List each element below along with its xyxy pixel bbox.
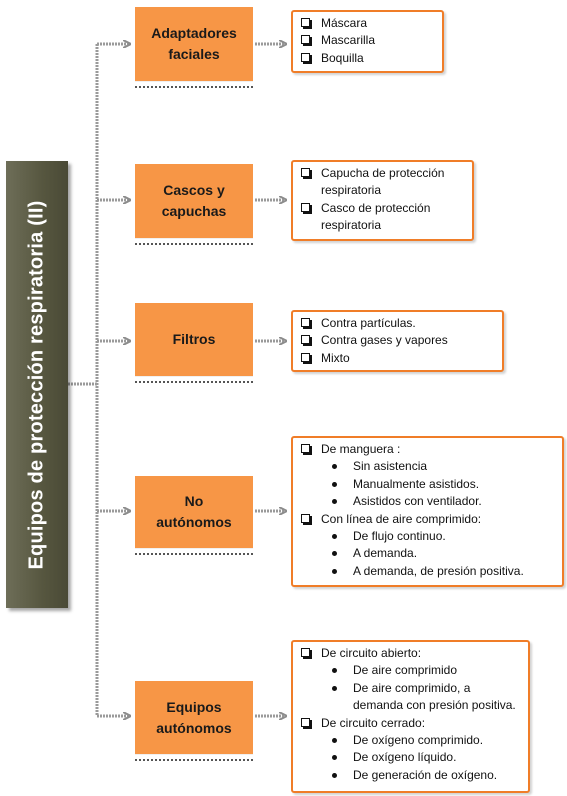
sub-list-item: De generación de oxígeno. xyxy=(301,767,522,784)
sub-list-item: A demanda, de presión positiva. xyxy=(301,563,556,580)
detail-equipos-autonomos xyxy=(291,640,530,793)
list-item: Casco de protección respiratoria xyxy=(301,200,466,235)
checkbox-bullet-icon xyxy=(301,18,310,27)
checkbox-bullet-icon xyxy=(301,718,310,727)
sub-list-item: Asistidos con ventilador. xyxy=(301,493,556,510)
category-no-autonomos xyxy=(135,476,253,548)
sub-list-item: De oxígeno líquido. xyxy=(301,749,522,766)
bullet-dot-icon xyxy=(332,668,337,673)
checkbox-bullet-icon xyxy=(301,335,310,344)
checkbox-bullet-icon xyxy=(301,53,310,62)
sub-list-item: De aire comprimido, a demanda con presión positiva. xyxy=(301,680,522,715)
bullet-dot-icon xyxy=(332,551,337,556)
checkbox-bullet-icon xyxy=(301,168,310,177)
checkbox-bullet-icon xyxy=(301,318,310,327)
detail-filtros xyxy=(291,310,504,372)
bullet-dot-icon xyxy=(332,755,337,760)
list-item: Mixto xyxy=(301,350,496,367)
category-label: No autónomos xyxy=(156,493,232,530)
list-item: Contra partículas. xyxy=(301,315,496,332)
sub-list-item: A demanda. xyxy=(301,545,556,562)
category-equipos-autonomos xyxy=(135,681,253,754)
category-label: Filtros xyxy=(172,331,216,347)
list-item: De circuito abierto: xyxy=(301,645,522,662)
list-item: Boquilla xyxy=(301,50,436,67)
sub-list-item: Manualmente asistidos. xyxy=(301,476,556,493)
root-node xyxy=(6,161,68,608)
list-item: De circuito cerrado: xyxy=(301,715,522,732)
checkbox-bullet-icon xyxy=(301,648,310,657)
list-item: De manguera : xyxy=(301,441,556,458)
sub-list-item: De oxígeno comprimido. xyxy=(301,732,522,749)
checkbox-bullet-icon xyxy=(301,353,310,362)
checkbox-bullet-icon xyxy=(301,514,310,523)
checkbox-bullet-icon xyxy=(301,203,310,212)
detail-cascos-y-capuchas xyxy=(291,160,474,241)
bullet-dot-icon xyxy=(332,738,337,743)
list-item: Máscara xyxy=(301,15,436,32)
bullet-dot-icon xyxy=(332,499,337,504)
list-item: Capucha de protección respiratoria xyxy=(301,165,466,200)
detail-adaptadores-faciales xyxy=(291,10,444,73)
category-label: Equipos autónomos xyxy=(156,698,232,736)
list-item: Contra gases y vapores xyxy=(301,332,496,349)
sub-list-item: De aire comprimido xyxy=(301,662,522,679)
category-label: Cascos y capuchas xyxy=(161,182,227,219)
bullet-dot-icon xyxy=(332,534,337,539)
sub-list-item: Sin asistencia xyxy=(301,458,556,475)
bullet-dot-icon xyxy=(332,482,337,487)
bullet-dot-icon xyxy=(332,773,337,778)
list-item: Con línea de aire comprimido: xyxy=(301,511,556,528)
bullet-dot-icon xyxy=(332,464,337,469)
detail-no-autonomos xyxy=(291,436,564,587)
category-adaptadores-faciales xyxy=(135,7,253,81)
category-cascos-y-capuchas xyxy=(135,164,253,238)
checkbox-bullet-icon xyxy=(301,444,310,453)
bullet-dot-icon xyxy=(332,569,337,574)
sub-list-item: De flujo continuo. xyxy=(301,528,556,545)
category-label: Adaptadores faciales xyxy=(151,25,237,62)
checkbox-bullet-icon xyxy=(301,35,310,44)
root-title: Equipos de protección respiratoria (II) xyxy=(25,200,48,569)
list-item: Mascarilla xyxy=(301,32,436,49)
category-filtros xyxy=(135,303,253,376)
bullet-dot-icon xyxy=(332,686,337,691)
